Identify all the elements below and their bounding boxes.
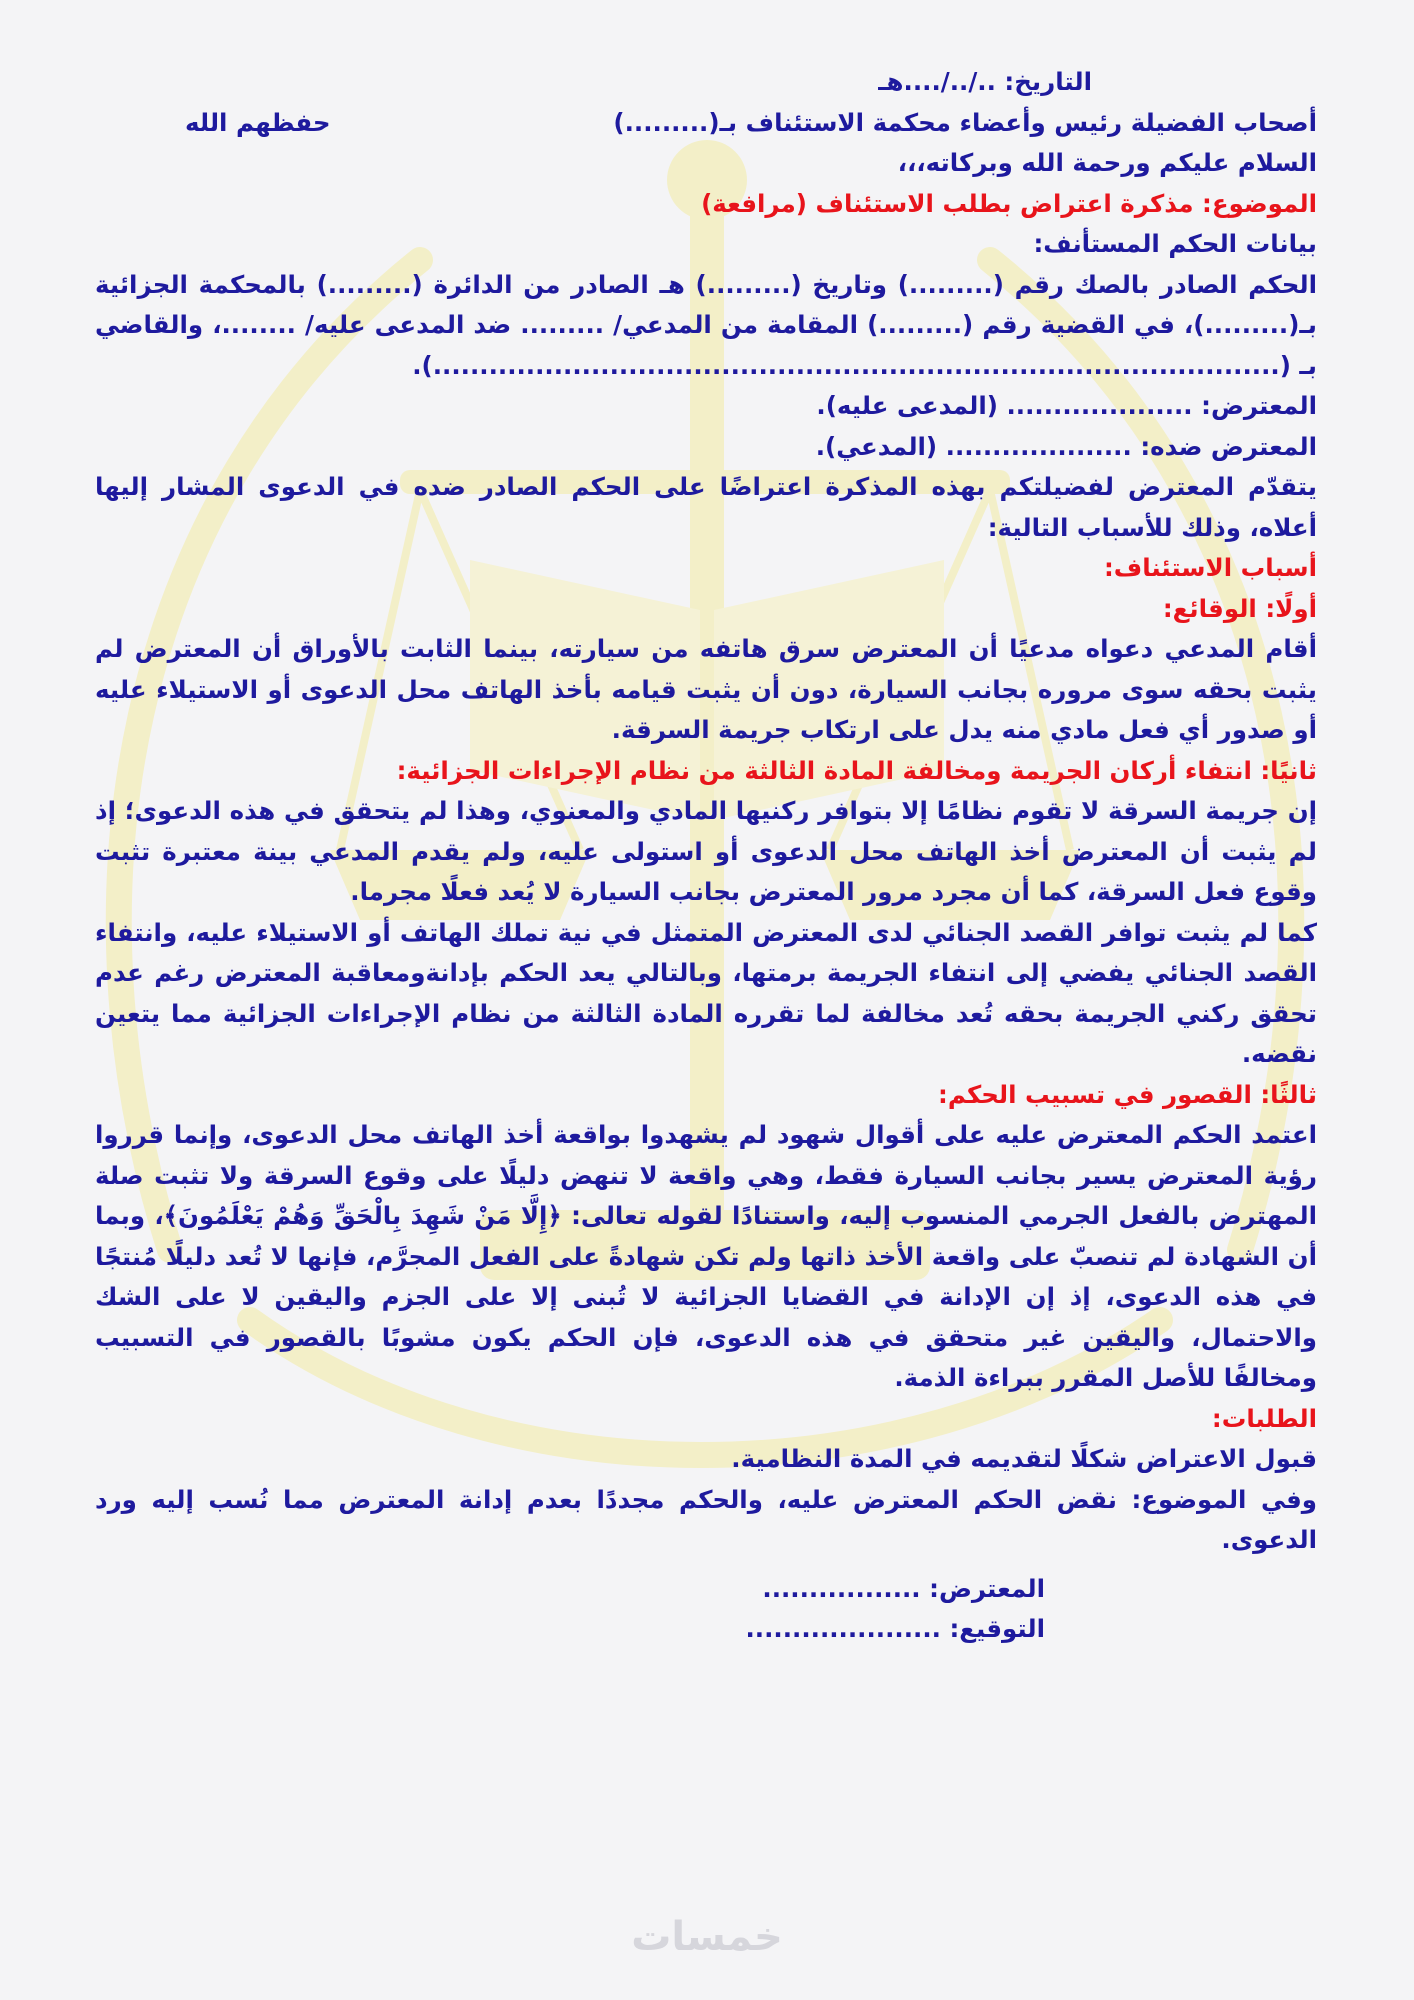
objector: المعترض: .................... (المدعى عليه). xyxy=(816,391,1317,420)
sign-signature: التوقيع: ..................... xyxy=(745,1614,1045,1643)
requests-heading: الطلبات: xyxy=(1211,1403,1317,1433)
first-number: أولًا: xyxy=(1256,593,1317,623)
subject-label: الموضوع: xyxy=(1193,188,1317,218)
request-2: وفي الموضوع: نقض الحكم المعترض عليه، والحكم مجددًا بعدم إدانة المعترض مما نُسب إليه ورد الدعوى. xyxy=(95,1484,1317,1554)
greeting: السلام عليكم ورحمة الله وبركاته،،، xyxy=(897,148,1317,177)
blessing: حفظهم الله xyxy=(185,107,331,137)
third-paragraph: اعتمد الحكم المعترض عليه على أقوال شهود لم يشهدوا بواقعة أخذ الهاتف محل الدعوى، وإنما قرروا رؤية المعترض يسير بجانب السيارة فقط، وهي واقعة لا تنهض دليلًا على وقوع السرقة ولا تثبت صلة المهترض بالفعل الجرمي المنسوب إليه، واستنادًا لقوله تعالى: ﴿إِلَّا مَنْ شَهِدَ بِالْحَقِّ وَهُمْ يَعْلَمُونَ﴾، وبما أن الشهادة لم تنصبّ على واقعة الأخذ ذاتها ولم تكن شهادةً على الفعل المجرَّم، فإنها لا تُعد دليلًا مُنتجًا في هذه الدعوى، إذ إن الإدانة في القضايا الجزائية لا تُبنى إلا على الجزم واليقين لا على الشك والاحتمال، واليقين غير متحقق في هذه الدعوى، فإن الحكم يكون مشوبًا بالقصور في التسبيب ومخالفًا للأصل المقرر ببراءة الذمة. xyxy=(95,1120,1317,1392)
third-heading xyxy=(95,1075,1317,1116)
addressee-row xyxy=(95,103,1317,144)
reasons-heading: أسباب الاستئناف: xyxy=(1103,553,1317,582)
second-heading xyxy=(95,751,1317,792)
first-title: الوقائع: xyxy=(1162,593,1257,623)
sign-objector: المعترض: ................. xyxy=(762,1573,1045,1603)
judgment-data: الحكم الصادر بالصك رقم (.........) وتاريخ (.........) هـ الصادر من الدائرة (.........) بالمحكمة الجزائية بـ(.........)، في القضية رقم (.........) المقامة من المدعي/ ......... ضد المدعى عليه/ ........، والقاضي بـ (...........................................................................................). xyxy=(95,269,1317,380)
objected-against: المعترض ضده: .................... (المدعي). xyxy=(815,431,1317,461)
first-paragraph: أقام المدعي دعواه مدعيًا أن المعترض سرق هاتفه من سيارته، بينما الثابت بالأوراق أن المعترض لم يثبت بحقه سوى مروره بجانب السيارة، دون أن يثبت قيامه بأخذ الهاتف محل الدعوى أو الاستيلاء عليه أو صدور أي فعل مادي منه يدل على ارتكاب جريمة السرقة. xyxy=(95,634,1317,744)
khamsat-logo: خمسات xyxy=(631,1914,783,1960)
addressee: أصحاب الفضيلة رئيس وأعضاء محكمة الاستئناف بـ(.........) xyxy=(613,107,1317,137)
second-title: انتفاء أركان الجريمة ومخالفة المادة الثالثة من نظام الإجراءات الجزائية: xyxy=(396,755,1252,785)
second-paragraph-1: إن جريمة السرقة لا تقوم نظامًا إلا بتوافر ركنيها المادي والمعنوي، وهذا لم يتحقق في هذه الدعوى؛ إذ لم يثبت أن المعترض أخذ الهاتف محل الدعوى أو استولى عليه، ولم يقدم المدعي بينة معتبرة تثبت وقوع فعل السرقة، كما أن مجرد مرور المعترض بجانب السيارة لا يُعد فعلًا مجرما. xyxy=(95,796,1317,906)
subject-line xyxy=(95,184,1317,225)
subject: مذكرة اعتراض بطلب الاستئناف (مرافعة) xyxy=(701,188,1194,218)
date-line: التاريخ: ../../....هـ xyxy=(878,67,1092,96)
third-title: القصور في تسبيب الحكم: xyxy=(938,1079,1252,1109)
second-paragraph-2: كما لم يثبت توافر القصد الجنائي لدى المعترض المتمثل في نية تملك الهاتف أو الاستيلاء عليه، وانتفاء القصد الجنائي يفضي إلى انتفاء الجريمة برمتها، وبالتالي يعد الحكم بإدانةومعاقبة المعترض رغم عدم تحقق ركني الجريمة بحقه تُعد مخالفة لما تقرره المادة الثالثة من نظام الإجراءات الجزائية مما يتعين نقضه. xyxy=(95,917,1317,1068)
second-number: ثانيًا: xyxy=(1251,755,1317,785)
third-number: ثالثًا: xyxy=(1251,1079,1317,1109)
first-heading xyxy=(95,589,1317,630)
intro-paragraph: يتقدّم المعترض لفضيلتكم بهذه المذكرة اعتراضًا على الحكم الصادر ضده في الدعوى المشار إليها أعلاه، وذلك للأسباب التالية: xyxy=(95,472,1317,542)
judgment-data-heading: بيانات الحكم المستأنف: xyxy=(1033,229,1317,258)
appeal-memo xyxy=(95,62,1317,1650)
request-1: قبول الاعتراض شكلًا لتقديمه في المدة النظامية. xyxy=(731,1444,1317,1473)
